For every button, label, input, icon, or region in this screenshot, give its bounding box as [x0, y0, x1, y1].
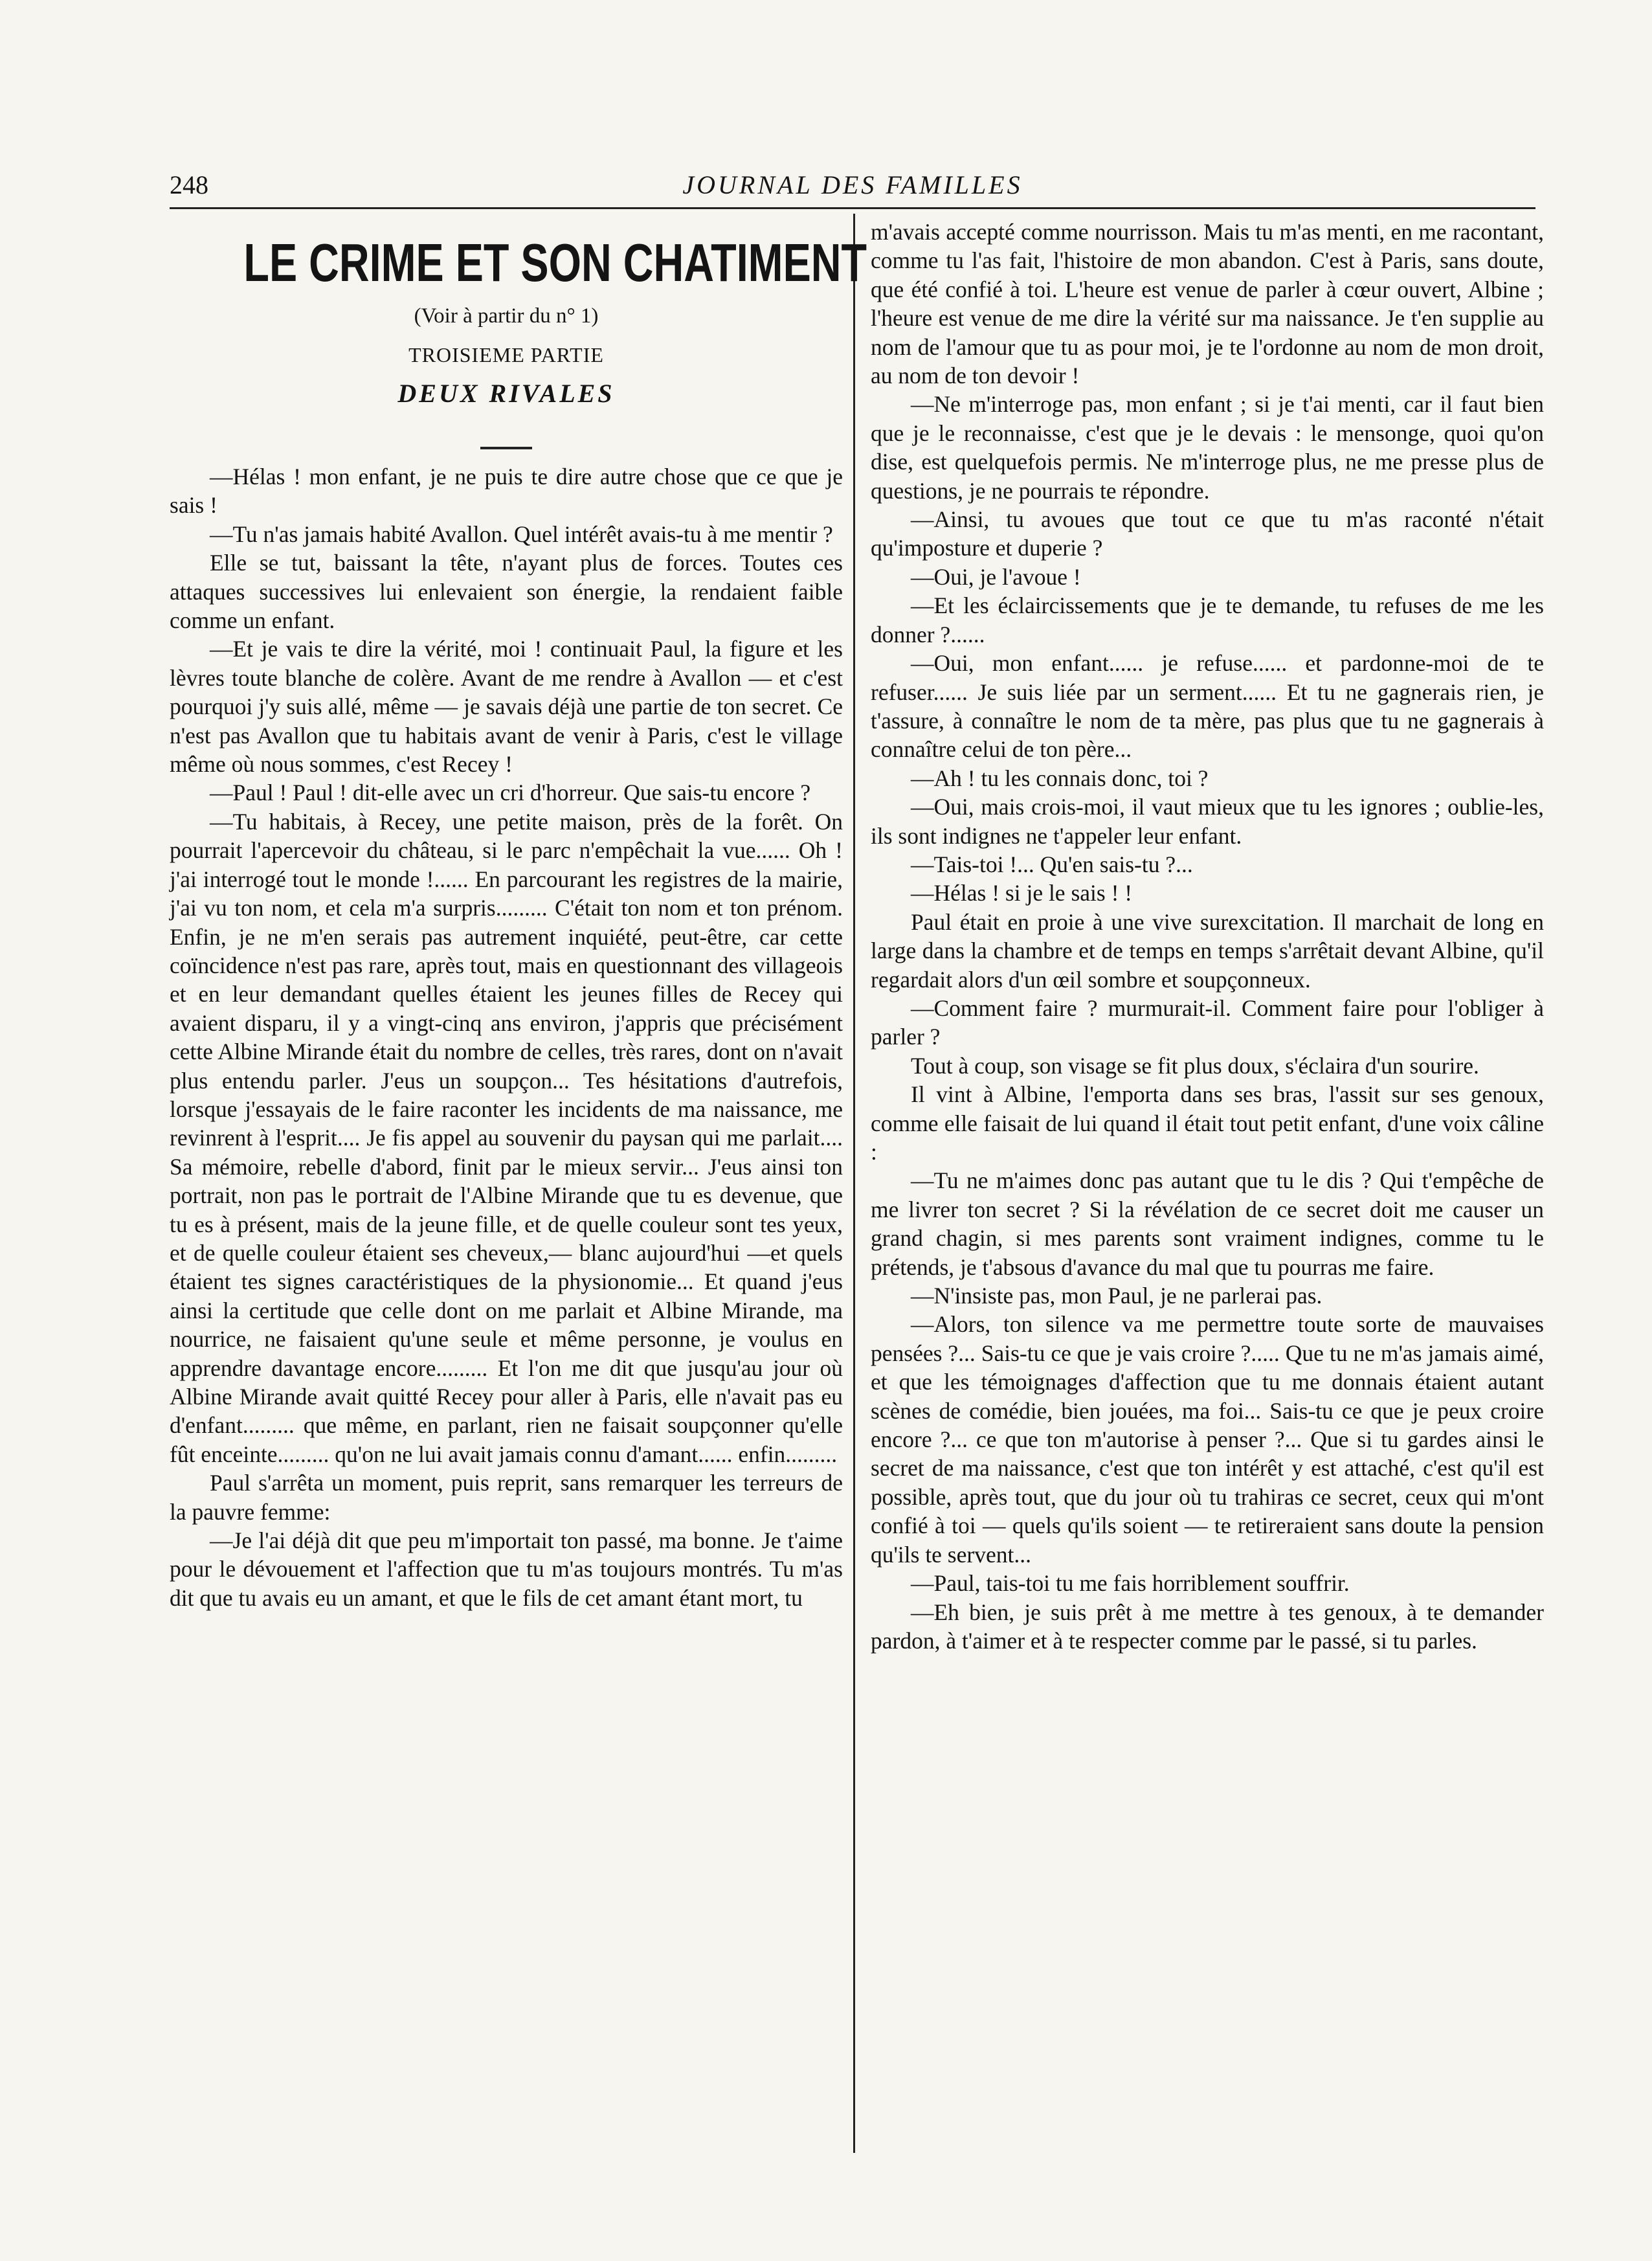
paragraph: Tout à coup, son visage se fit plus doux, s'éclaira d'un sourire. — [911, 1052, 1479, 1079]
paragraph: —N'insiste pas, mon Paul, je ne parlerai pas. — [911, 1283, 1323, 1309]
journal-title: JOURNAL DES FAMILLES — [682, 170, 1023, 199]
column-divider — [853, 214, 855, 2153]
paragraph: —Et je vais te dire la vérité, moi ! continuait Paul, la figure et les lèvres toute blanche de colère. Avant de me rendre à Avallon — et c'est pourquoi j'y suis allé, même — je savais déjà une partie de ton secret. Ce n'est pas Avallon que tu habitais avant de venir à Paris, c'est le village même où nous sommes, c'est Recey ! — [170, 636, 843, 778]
paragraph: Paul était en proie à une vive surexcitation. Il marchait de long en large dans la chambre et de temps en temps s'arrêtait devant Albine, qu'il regardait alors d'un œil sombre et soupçonneux. — [871, 908, 1544, 993]
left-column — [170, 218, 867, 1612]
paragraph: —Comment faire ? murmurait-il. Comment faire pour l'obliger à parler ? — [871, 995, 1544, 1050]
paragraph: —Eh bien, je suis prêt à me mettre à tes genoux, à te demander pardon, à t'aimer et à te respecter comme par le passé, si tu parles. — [871, 1599, 1544, 1654]
paragraph: Paul s'arrêta un moment, puis reprit, sans remarquer les terreurs de la pauvre femme: — [170, 1470, 843, 1525]
paragraph: —Ne m'interroge pas, mon enfant ; si je t'ai menti, car il faut bien que je le reconnaisse, c'est que je le devais : le mensonge, quoi qu'on dise, est quelquefois permis. Ne m'interroge plus, ne me presse plus de questions, je ne pourrais te répondre. — [871, 391, 1544, 504]
paragraph: —Hélas ! si je le sais ! ! — [911, 880, 1133, 906]
paragraph: —Paul, tais-toi tu me fais horriblement souffrir. — [911, 1570, 1350, 1597]
story-title: LE CRIME ET SON CHATIMENT — [243, 232, 867, 293]
paragraph: —Et les éclaircissements que je te demande, tu refuses de me les donner ?...... — [871, 592, 1544, 647]
paragraph: —Oui, mon enfant...... je refuse...... et pardonne-moi de te refuser...... Je suis liée par un serment...... Et tu ne gagnerais rien, je t'assure, à connaître le nom de ta mère, pas plus que tu ne gagnerais à connaître celui de ton père... — [871, 650, 1544, 763]
paragraph: —Paul ! Paul ! dit-elle avec un cri d'horreur. Que sais-tu encore ? — [210, 780, 811, 806]
title-rule — [480, 447, 532, 449]
paragraph: —Oui, je l'avoue ! — [911, 563, 1081, 590]
paragraph: —Tu ne m'aimes donc pas autant que tu le dis ? Qui t'empêche de me livrer ton secret ? Si la révélation de ce secret doit me causer un grand chagin, si mes parents sont vraiment indignes, comme tu le prétends, je t'absous d'avance du mal que tu pourras me faire. — [871, 1167, 1544, 1280]
paragraph: —Je l'ai déjà dit que peu m'importait ton passé, ma bonne. Je t'aime pour le dévouement et l'affection que tu m'as toujours montrés. Tu m'as dit que tu avais eu un amant, et que le fils de cet amant étant mort, tu — [170, 1527, 843, 1611]
paragraph: —Ah ! tu les connais donc, toi ? — [911, 765, 1209, 791]
paragraph: —Hélas ! mon enfant, je ne puis te dire autre chose que ce que je sais ! — [170, 464, 843, 519]
right-column — [871, 218, 1544, 1655]
story-part: TROISIEME PARTIE — [408, 343, 604, 366]
paragraph: —Oui, mais crois-moi, il vaut mieux que tu les ignores ; oublie-les, ils sont indignes ne t'appeler leur enfant. — [871, 794, 1544, 849]
paragraph: —Tais-toi !... Qu'en sais-tu ?... — [911, 851, 1193, 877]
paragraph: m'avais accepté comme nourrisson. Mais tu m'as menti, en me racontant, comme tu l'as fait, l'histoire de mon abandon. C'est à Paris, sans doute, que été confié à toi. L'heure est venue de parler à cœur ouvert, Albine ; l'heure est venue de me dire la vérité sur ma naissance. Je t'en supplie au nom de l'amour que tu as pour moi, je te l'ordonne au nom de mon droit, au nom de ton devoir ! — [871, 219, 1544, 389]
story-subtitle: (Voir à partir du n° 1) — [414, 304, 599, 328]
page-number: 248 — [170, 170, 208, 199]
paragraph: Il vint à Albine, l'emporta dans ses bras, l'assit sur ses genoux, comme elle faisait de lui quand il était tout petit enfant, d'une voix câline : — [871, 1081, 1544, 1165]
story-section: DEUX RIVALES — [397, 379, 615, 408]
paragraph: —Tu habitais, à Recey, une petite maison, près de la forêt. On pourrait l'apercevoir du château, si le parc n'empêchait la vue...... Oh ! j'ai interrogé tout le monde !...... En parcourant les registres de la mairie, j'ai vu ton nom, et cela m'a surpris......... C'était ton nom et ton prénom. Enfin, je ne m'en serais pas autrement inquiété, peut-être, car cette coïncidence n'est pas rare, après tout, mais en questionnant des villageois et en leur demandant quelles étaient les jeunes filles de Recey qui avaient disparu, il y a vingt-cinq ans environ, j'appris que précisément cette Albine Mirande était du nombre de celles, très rares, dont on n'avait plus entendu parler. J'eus un soupçon... Tes hésitations d'autrefois, lorsque j'essayais de le faire raconter les incidents de ma naissance, me revinrent à l'esprit.... Je fis appel au souvenir du paysan qui me parlait.... Sa mémoire, rebelle d'abord, finit par le mieux servir... J'eus ainsi ton portrait, non pas le portrait de l'Albine Mirande que tu es devenue, que tu es à présent, mais de la jeune fille, et de quelle couleur sont tes yeux, et de quelle couleur étaient ses cheveux,— blanc aujourd'hui —et quels étaient tes signes caractéristiques de la physionomie... Et quand j'eus ainsi la certitude que celle dont on me parlait et Albine Mirande, ma nourrice, ne faisaient qu'une seule et même personne, je voulus en apprendre davantage encore......... Et l'on me dit que jusqu'au jour où Albine Mirande avait quitté Recey pour aller à Paris, elle n'avait pas eu d'enfant......... que même, en parlant, rien ne faisait soupçonner qu'elle fût enceinte......... qu'on ne lui avait jamais connu d'amant...... enfin......... — [170, 808, 843, 1467]
running-head — [170, 170, 1535, 208]
paragraph: Elle se tut, baissant la tête, n'ayant plus de forces. Toutes ces attaques successives lui enlevaient son énergie, la rendaient faible comme un enfant. — [170, 550, 843, 634]
header-rule — [170, 207, 1535, 209]
paragraph: —Ainsi, tu avoues que tout ce que tu m'as raconté n'était qu'imposture et duperie ? — [871, 506, 1544, 561]
paragraph: —Alors, ton silence va me permettre toute sorte de mauvaises pensées ?... Sais-tu ce que je vais croire ?..... Que tu ne m'as jamais aimé, et que les témoignages d'affection que tu me donnais étaient autant scènes de comédie, bien jouées, ma foi... Sais-tu ce que je peux croire encore ?... ce que ton m'autorise à penser ?... Que si tu gardes ainsi le secret de ma naissance, c'est que ton intérêt y est attaché, c'est qu'il est possible, après tout, que du jour où tu trahiras ce secret, ceux qui m'ont confié à toi — quels qu'ils soient — te retireraient sans doute la pension qu'ils te servent... — [871, 1311, 1544, 1568]
paragraph: —Tu n'as jamais habité Avallon. Quel intérêt avais-tu à me mentir ? — [210, 521, 833, 547]
